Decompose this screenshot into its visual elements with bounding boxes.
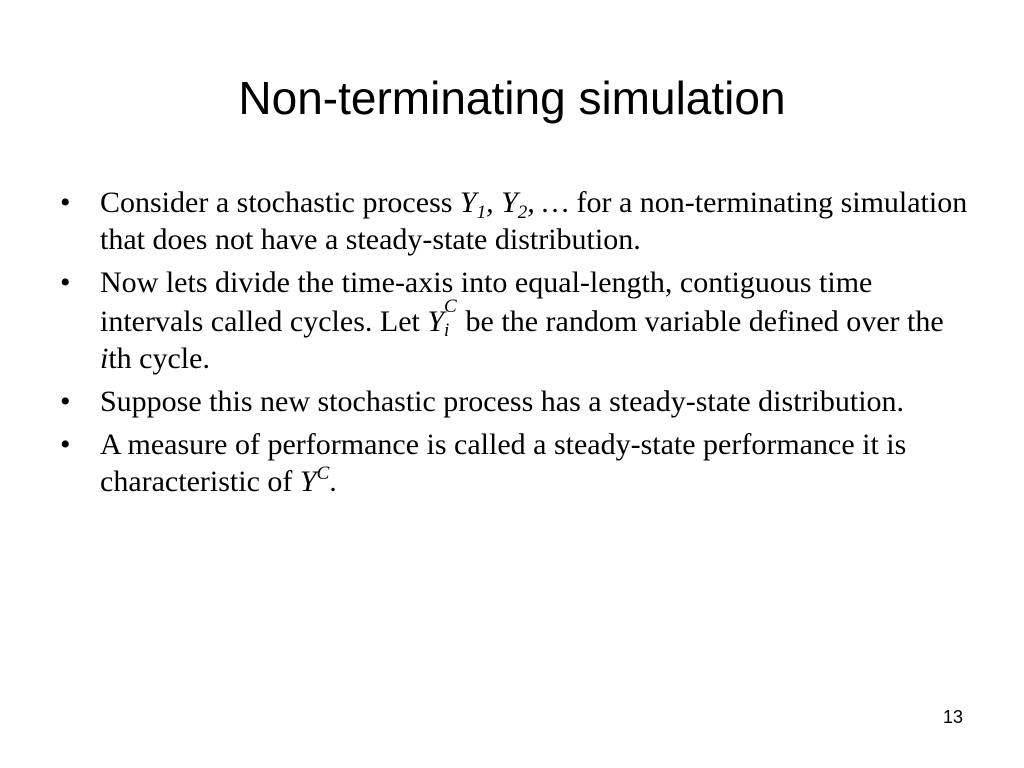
bullet-marker: • — [60, 266, 71, 299]
bullet-item-performance-measure — [60, 426, 975, 500]
bullet-text: be the random variable defined over the — [458, 305, 944, 338]
math-separator: , — [486, 186, 502, 219]
math-separator: , … — [527, 186, 569, 219]
subscript: 1 — [476, 202, 487, 223]
bullet-text: A measure of performance is called a steady-state performance it is characteristic of — [100, 428, 907, 498]
math-symbol: Y — [459, 186, 477, 219]
bullet-marker: • — [60, 428, 71, 461]
bullet-text: th cycle. — [108, 342, 210, 375]
math-subsup — [444, 296, 458, 341]
bullet-text: . — [329, 465, 337, 498]
subscript: 2 — [517, 202, 528, 223]
math-symbol: Y — [299, 465, 317, 498]
bullet-text: Suppose this new stochastic process has a steady-state distribution. — [100, 385, 905, 418]
bullet-marker: • — [60, 385, 71, 418]
bullet-list — [60, 184, 975, 506]
superscript: C — [444, 296, 457, 317]
math-y1 — [459, 186, 569, 223]
math-symbol: Y — [501, 186, 518, 219]
bullet-item-steady-state — [60, 383, 975, 420]
bullet-text: for a non-terminating simulation that does not have a steady-state distribution. — [100, 186, 968, 256]
bullet-item-cycles — [60, 264, 975, 377]
bullet-text: Consider a stochastic process — [100, 186, 460, 219]
page-number: 13 — [942, 707, 963, 727]
slide-title: Non-terminating simulation — [238, 72, 786, 124]
math-symbol: i — [100, 342, 109, 375]
superscript: C — [316, 463, 330, 484]
bullet-text: Now lets divide the time-axis into equal-length, contiguous time intervals called cycles. Let — [100, 266, 873, 338]
subscript: i — [444, 320, 450, 341]
bullet-marker: • — [60, 186, 71, 219]
bullet-item-stochastic-process — [60, 184, 975, 258]
math-symbol: Y — [427, 305, 445, 338]
